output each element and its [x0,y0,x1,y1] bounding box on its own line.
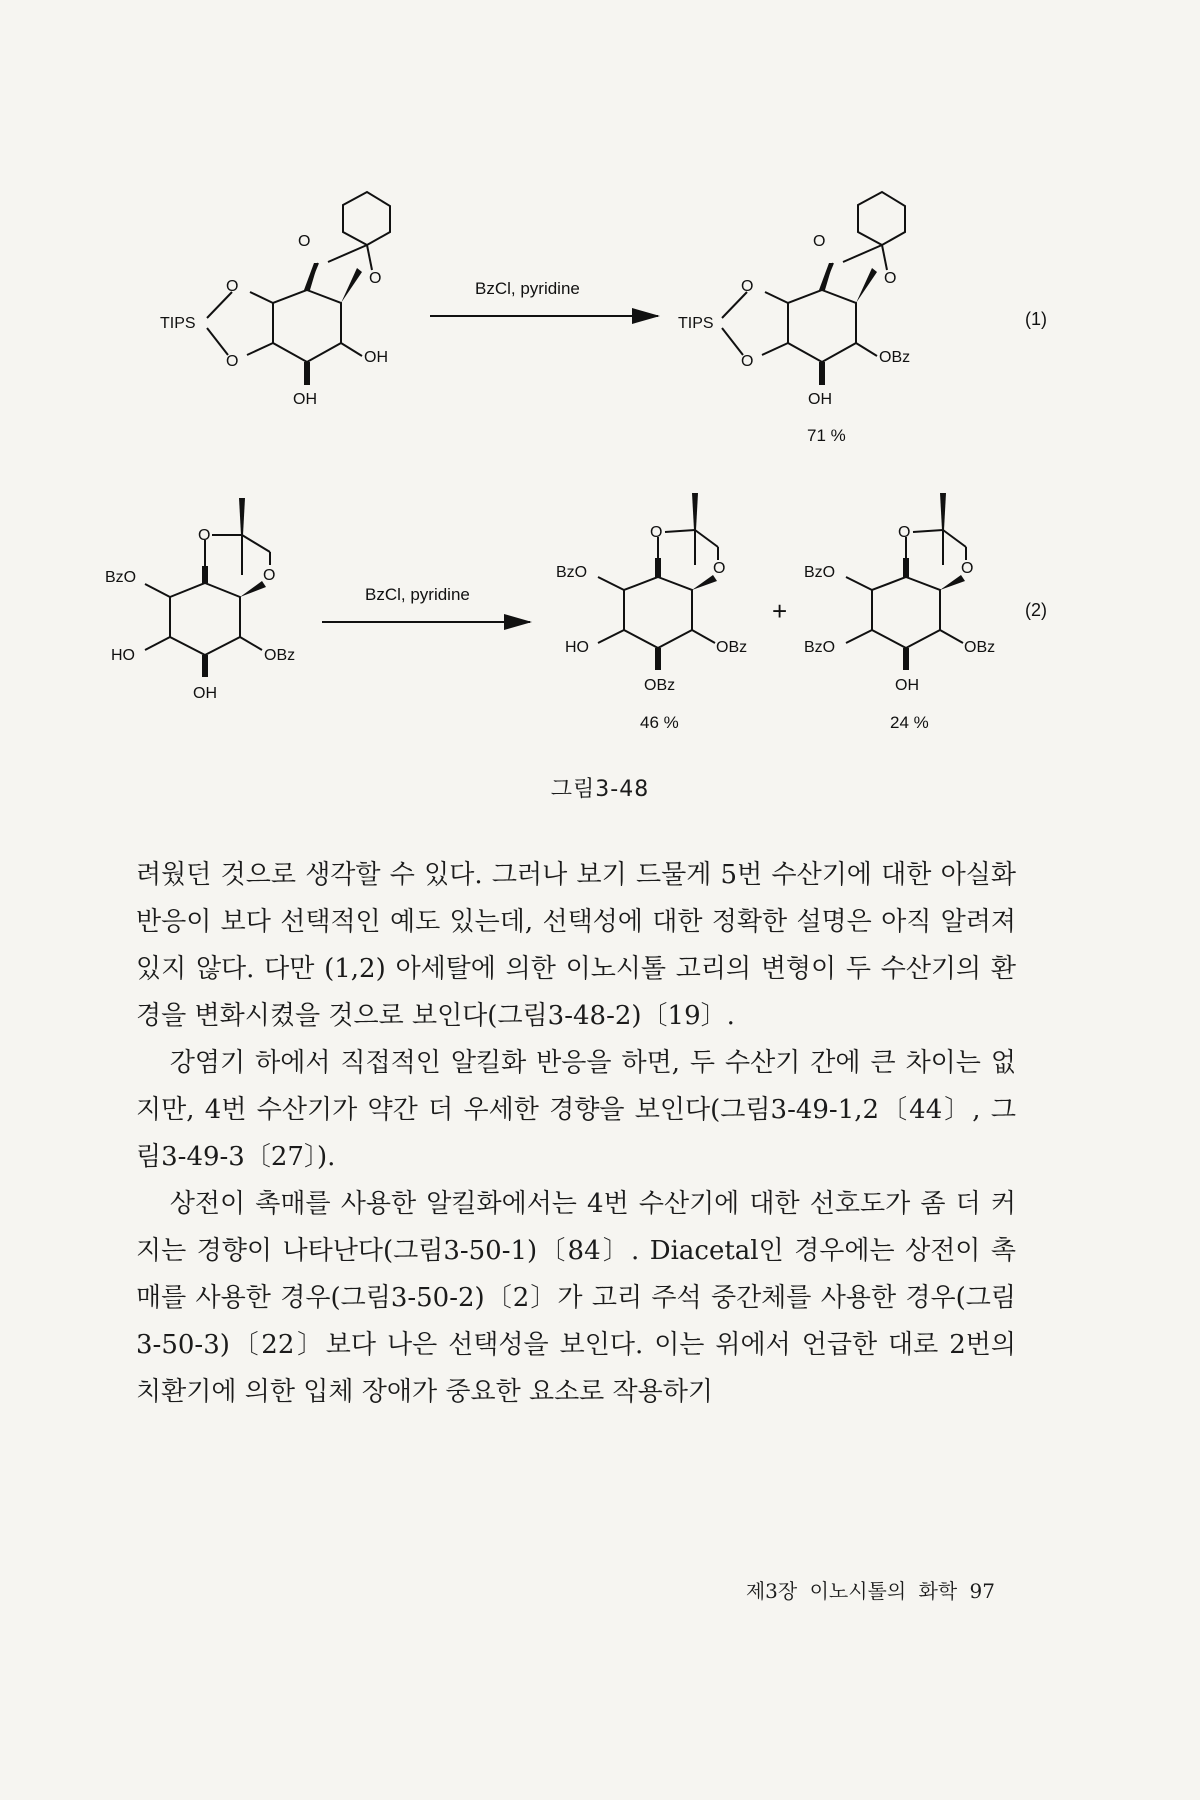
benzoate-label: BzO [804,639,836,656]
figure-caption: 그림3-48 [550,777,650,802]
reaction1-starting-material [207,192,390,362]
atom-o: O [298,233,311,250]
benzoate-label: OBz [964,639,996,656]
reaction1-yield: 71 % [807,426,846,445]
benzoate-label: OBz [879,349,911,366]
atom-o: O [741,353,754,370]
benzoate-label: OBz [716,639,748,656]
hydroxyl-label: OH [364,349,388,366]
hydroxyl-label: OH [895,677,919,694]
reaction1-product-atom-labels [678,233,910,408]
atom-o: O [898,524,911,541]
atom-o: O [741,278,754,295]
reaction1-product [722,192,905,362]
paragraph: 상전이 촉매를 사용한 알킬화에서는 4번 수산기에 대한 선호도가 좀 더 커지는 경향이 나타난다(그림3-50-1)〔84〕. Diacetal인 경우에는 상전이 촉매를 사용한 경우(그림3-50-2)〔2〕가 고리 주석 중간체를 사용한 경우(그림3-50-3)〔22〕보다 나은 선택성을 보인다. 이는 위에서 언급한 대로 2번의 치환기에 의한 입체 장애가 중요한 요소로 작용하기 [136,1189,1016,1407]
hydroxyl-label: OH [808,391,832,408]
plus-sign: + [772,596,788,626]
reaction2-starting-material [145,535,270,655]
reaction2-product-a [598,530,718,648]
reaction2-reagent: BzCl, pyridine [365,585,470,604]
chapter-title: 제3장 이노시톨의 화학 [745,1579,958,1603]
hydroxyl-label: HO [565,639,589,656]
atom-o: O [813,233,826,250]
reaction2-yield-b: 24 % [890,713,929,732]
reaction2-sm-atom-labels [105,527,295,702]
atom-o: O [713,560,726,577]
reaction1-product-wedges [819,263,877,385]
atom-o: O [226,278,239,295]
page-footer [746,1575,995,1604]
tips-group: TIPS [160,315,196,332]
equation-number-2: (2) [1025,600,1047,620]
reaction2-product-b-wedges [903,493,965,670]
atom-o: O [650,524,663,541]
hydroxyl-label: OH [193,685,217,702]
reaction2-product-b [846,530,966,648]
paragraph: 려웠던 것으로 생각할 수 있다. 그러나 보기 드물게 5번 수산기에 대한 아실화 반응이 보다 선택적인 예도 있는데, 선택성에 대한 정확한 설명은 아직 알려져 있지 않다. 다만 (1,2) 아세탈에 의한 이노시톨 고리의 변형이 두 수산기의 환경을 변화시켰을 것으로 보인다(그림3-48-2)〔19〕. [136,860,1016,1031]
reaction1-sm-wedges [304,263,362,385]
reaction2-sm-wedges [202,498,266,677]
benzoate-label: OBz [264,647,296,664]
benzoate-label: BzO [556,564,588,581]
atom-o: O [198,527,211,544]
page-number: 97 [969,1579,995,1603]
body-text [136,852,1016,1416]
reaction2-yield-a: 46 % [640,713,679,732]
benzoate-label: BzO [804,564,836,581]
atom-o: O [884,270,897,287]
benzoate-label: OBz [644,677,676,694]
atom-o: O [263,567,276,584]
paragraph: 강염기 하에서 직접적인 알킬화 반응을 하면, 두 수산기 간에 큰 차이는 없지만, 4번 수산기가 약간 더 우세한 경향을 보인다(그림3-49-1,2〔44〕, 그림3-49-3〔27〕). [136,1048,1016,1172]
hydroxyl-label: HO [111,647,135,664]
atom-o: O [369,270,382,287]
reaction-scheme-figure [0,0,1200,770]
atom-o: O [226,353,239,370]
equation-number-1: (1) [1025,309,1047,329]
tips-group: TIPS [678,315,714,332]
hydroxyl-label: OH [293,391,317,408]
reaction1-reagent: BzCl, pyridine [475,279,580,298]
atom-o: O [961,560,974,577]
benzoate-label: BzO [105,569,137,586]
reaction2-product-a-wedges [655,493,717,670]
